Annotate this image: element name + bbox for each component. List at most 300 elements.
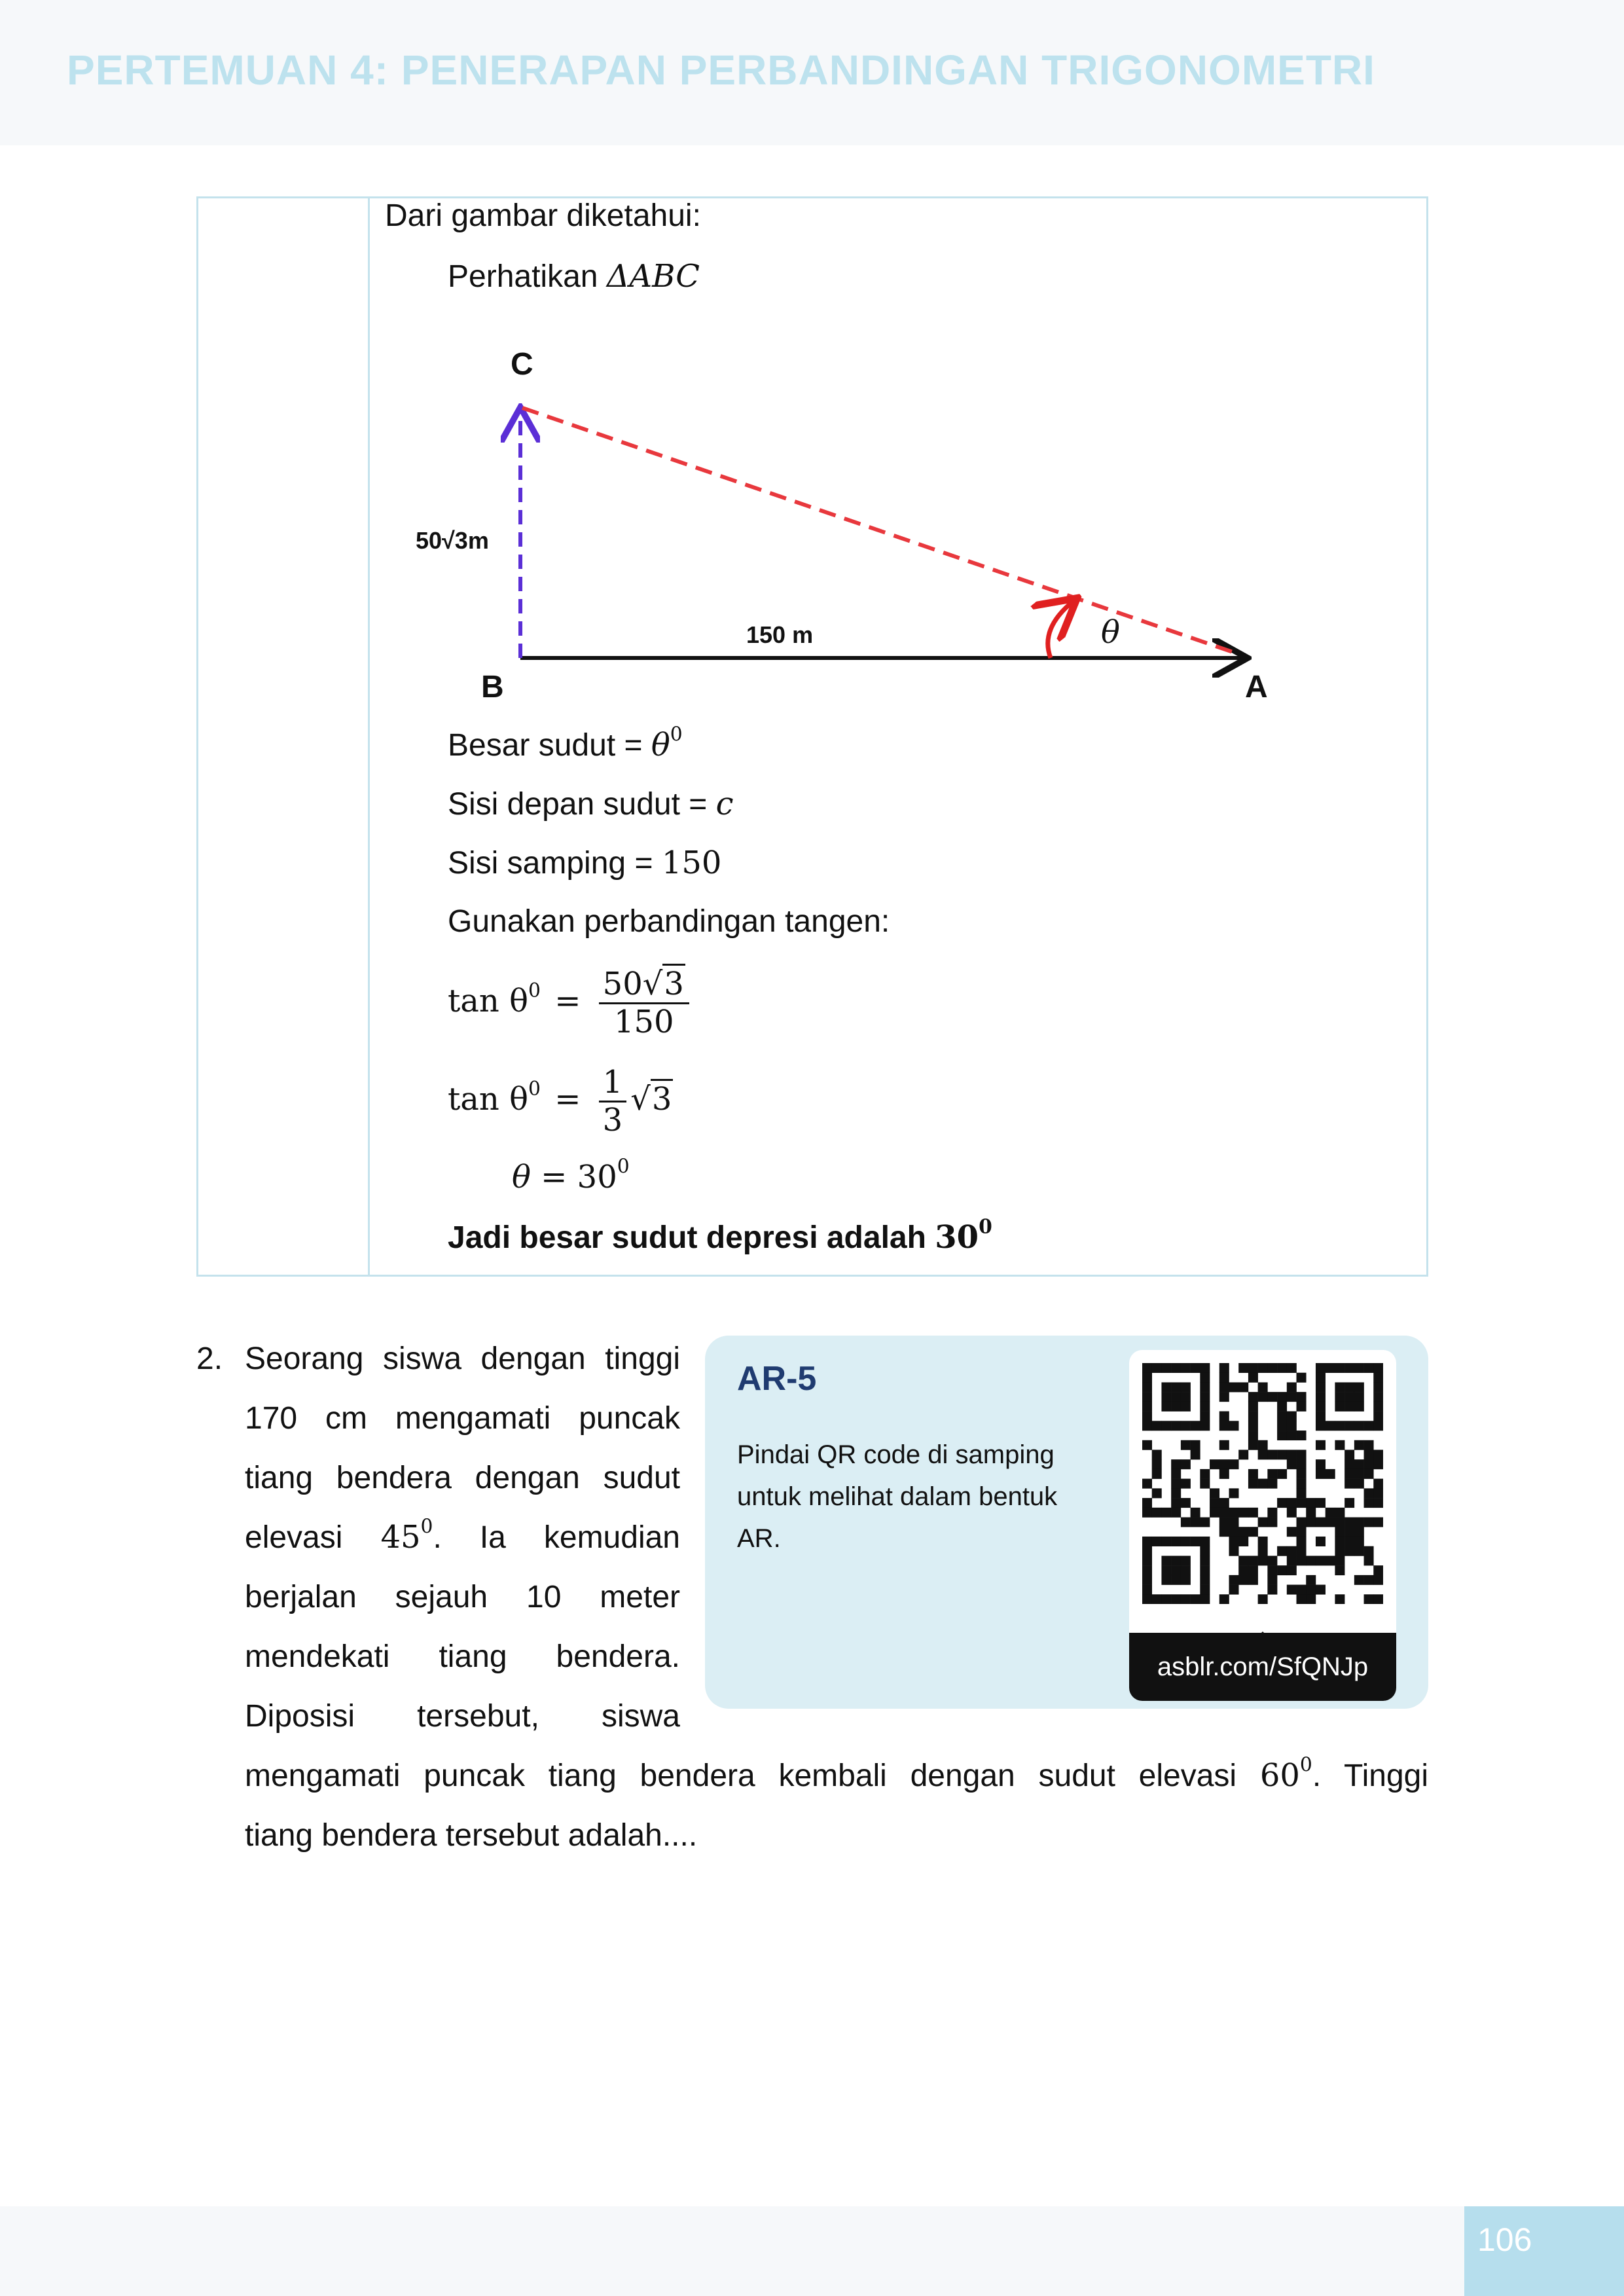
eq3-rhs: = 30	[541, 1159, 617, 1195]
qr-module	[1248, 1430, 1258, 1440]
question-line-8c: . Tinggi	[1312, 1758, 1428, 1793]
qr-module	[1200, 1479, 1210, 1489]
qr-module	[1229, 1546, 1238, 1556]
qr-module	[1248, 1363, 1258, 1373]
qr-module	[1238, 1527, 1248, 1537]
qr-module	[1297, 1585, 1307, 1595]
qr-module	[1316, 1498, 1326, 1508]
angle-60: 60	[1259, 1757, 1300, 1794]
qr-module	[1171, 1382, 1181, 1392]
qr-module	[1344, 1546, 1354, 1556]
qr-module	[1152, 1469, 1162, 1479]
qr-module	[1287, 1498, 1297, 1508]
qr-module	[1229, 1508, 1238, 1518]
qr-module	[1297, 1459, 1307, 1469]
qr-module	[1142, 1412, 1152, 1421]
qr-module	[1229, 1527, 1238, 1537]
qr-module	[1316, 1459, 1326, 1469]
angle-label: θ	[1101, 614, 1120, 651]
qr-module	[1364, 1556, 1374, 1565]
qr-module	[1364, 1575, 1374, 1585]
solution-number-column	[198, 198, 370, 1275]
page-header	[0, 0, 1624, 145]
qr-module	[1181, 1440, 1191, 1450]
qr-module	[1335, 1382, 1344, 1392]
qr-module	[1373, 1498, 1383, 1508]
qr-module	[1248, 1575, 1258, 1585]
solution-intro: Dari gambar diketahui:	[385, 198, 701, 233]
qr-module	[1316, 1363, 1326, 1373]
qr-module	[1142, 1382, 1152, 1392]
qr-module	[1364, 1469, 1374, 1479]
qr-module	[1364, 1421, 1374, 1430]
base-label: 150 m	[746, 621, 814, 648]
qr-module	[1373, 1449, 1383, 1459]
question-line-4a: elevasi	[245, 1520, 343, 1555]
qr-module	[1335, 1363, 1344, 1373]
qr-module	[1200, 1382, 1210, 1392]
qr-module	[1171, 1488, 1181, 1498]
qr-module	[1142, 1585, 1152, 1595]
qr-module	[1258, 1594, 1268, 1604]
qr-module	[1258, 1479, 1268, 1489]
qr-module	[1171, 1537, 1181, 1546]
qr-module	[1277, 1363, 1287, 1373]
qr-module	[1373, 1363, 1383, 1373]
qr-module	[1161, 1565, 1171, 1575]
qr-module	[1267, 1556, 1277, 1565]
triangle-name: ΔABC	[606, 258, 700, 295]
qr-module	[1171, 1469, 1181, 1479]
qr-module	[1316, 1556, 1326, 1565]
qr-module	[1344, 1498, 1354, 1508]
qr-module	[1219, 1469, 1229, 1479]
qr-module	[1200, 1585, 1210, 1595]
qr-module	[1287, 1412, 1297, 1421]
page-number: 106	[1464, 2206, 1624, 2296]
qr-module	[1248, 1412, 1258, 1421]
perhatikan-label: Perhatikan	[448, 259, 607, 294]
qr-module	[1142, 1479, 1152, 1489]
qr-module	[1161, 1392, 1171, 1402]
qr-module	[1200, 1469, 1210, 1479]
degree-sup: 0	[670, 723, 683, 746]
qr-module	[1258, 1518, 1268, 1527]
triangle-diagram	[393, 327, 1309, 720]
qr-module	[1171, 1479, 1181, 1489]
qr-module	[1191, 1594, 1200, 1604]
qr-module	[1316, 1412, 1326, 1421]
qr-module	[1200, 1556, 1210, 1565]
qr-module	[1364, 1546, 1374, 1556]
eq2-rad: 3	[651, 1079, 674, 1118]
gunakan-line: Gunakan perbandingan tangen:	[448, 904, 890, 939]
qr-module	[1181, 1594, 1191, 1604]
qr-module	[1297, 1537, 1307, 1546]
angle-45: 45	[380, 1519, 421, 1556]
qr-card[interactable]	[1129, 1350, 1396, 1701]
qr-module	[1373, 1565, 1383, 1575]
qr-module	[1219, 1508, 1229, 1518]
eq2-sup: 0	[528, 1077, 541, 1101]
qr-module	[1316, 1537, 1326, 1546]
qr-module	[1364, 1498, 1374, 1508]
qr-module	[1142, 1508, 1152, 1518]
qr-module	[1277, 1421, 1287, 1430]
qr-module	[1258, 1556, 1268, 1565]
qr-module	[1364, 1594, 1374, 1604]
qr-module	[1152, 1488, 1162, 1498]
qr-module	[1181, 1363, 1191, 1373]
qr-module	[1344, 1479, 1354, 1489]
eq3-sup: 0	[617, 1155, 630, 1178]
conclusion-text: Jadi besar sudut depresi adalah	[448, 1220, 935, 1255]
eq1-sup: 0	[528, 979, 541, 1002]
qr-module	[1210, 1488, 1219, 1498]
qr-module	[1181, 1537, 1191, 1546]
question-line-7: Diposisi tersebut, siswa	[245, 1699, 680, 1734]
qr-module	[1200, 1402, 1210, 1412]
qr-module	[1200, 1565, 1210, 1575]
qr-module	[1238, 1537, 1248, 1546]
qr-module	[1248, 1527, 1258, 1537]
qr-module	[1248, 1565, 1258, 1575]
qr-module	[1335, 1527, 1344, 1537]
qr-module	[1142, 1373, 1152, 1383]
qr-module	[1181, 1459, 1191, 1469]
qr-module	[1181, 1498, 1191, 1508]
qr-module	[1219, 1594, 1229, 1604]
qr-module	[1191, 1440, 1200, 1450]
question-line-2: 170 cm mengamati puncak	[245, 1401, 680, 1436]
qr-module	[1287, 1363, 1297, 1373]
qr-module	[1161, 1556, 1171, 1565]
qr-module	[1142, 1594, 1152, 1604]
qr-module	[1171, 1421, 1181, 1430]
qr-module	[1306, 1498, 1316, 1508]
qr-module	[1152, 1363, 1162, 1373]
qr-module	[1200, 1546, 1210, 1556]
qr-module	[1344, 1421, 1354, 1430]
qr-module	[1373, 1382, 1383, 1392]
qr-module	[1248, 1402, 1258, 1412]
qr-module	[1152, 1449, 1162, 1459]
qr-module	[1142, 1440, 1152, 1450]
qr-module	[1316, 1382, 1326, 1392]
qr-module	[1326, 1421, 1335, 1430]
question-line-1: Seorang siswa dengan tinggi	[245, 1341, 680, 1376]
eq2-den: 3	[602, 1102, 623, 1139]
qr-module	[1277, 1392, 1287, 1402]
qr-module	[1287, 1449, 1297, 1459]
qr-module	[1277, 1546, 1287, 1556]
qr-module	[1297, 1488, 1307, 1498]
qr-module	[1248, 1479, 1258, 1489]
qr-module	[1373, 1459, 1383, 1469]
qr-module	[1171, 1363, 1181, 1373]
qr-module	[1287, 1459, 1297, 1469]
qr-module	[1200, 1575, 1210, 1585]
qr-module	[1267, 1565, 1277, 1575]
qr-module	[1229, 1575, 1238, 1585]
qr-module	[1373, 1518, 1383, 1527]
qr-module	[1181, 1382, 1191, 1392]
qr-module	[1326, 1508, 1335, 1518]
question-line-8a: mengamati puncak tiang bendera kembali dengan sudut elevasi	[245, 1758, 1260, 1793]
qr-module	[1335, 1565, 1344, 1575]
qr-module	[1316, 1585, 1326, 1595]
qr-module	[1258, 1392, 1268, 1402]
equation-1: $\tan \theta^0$ = $\frac{50√3}{150}$	[448, 966, 693, 1040]
label-a: A	[1245, 670, 1268, 704]
qr-module	[1287, 1556, 1297, 1565]
sisi-depan-value: c	[715, 786, 734, 822]
label-c: C	[511, 347, 533, 382]
qr-module	[1335, 1421, 1344, 1430]
qr-module	[1344, 1402, 1354, 1412]
qr-module	[1219, 1518, 1229, 1527]
qr-module	[1142, 1537, 1152, 1546]
qr-module	[1248, 1508, 1258, 1518]
qr-module	[1373, 1421, 1383, 1430]
qr-module	[1161, 1421, 1171, 1430]
qr-module	[1326, 1469, 1335, 1479]
qr-module	[1354, 1479, 1364, 1489]
qr-module	[1219, 1440, 1229, 1450]
qr-module	[1238, 1363, 1248, 1373]
qr-module	[1267, 1575, 1277, 1585]
qr-module	[1152, 1421, 1162, 1430]
conclusion-value: 30	[935, 1219, 979, 1256]
qr-module	[1344, 1527, 1354, 1537]
qr-module	[1200, 1363, 1210, 1373]
qr-module	[1161, 1508, 1171, 1518]
qr-module	[1229, 1537, 1238, 1546]
qr-module	[1287, 1508, 1297, 1518]
qr-module	[1142, 1565, 1152, 1575]
qr-module	[1142, 1546, 1152, 1556]
qr-module	[1297, 1594, 1307, 1604]
qr-module	[1142, 1575, 1152, 1585]
qr-module	[1373, 1594, 1383, 1604]
qr-module	[1258, 1440, 1268, 1450]
qr-module	[1344, 1363, 1354, 1373]
qr-module	[1258, 1546, 1268, 1556]
angle-45-sup: 0	[420, 1515, 433, 1539]
qr-module	[1229, 1585, 1238, 1595]
qr-module	[1219, 1421, 1229, 1430]
qr-module	[1238, 1382, 1248, 1392]
qr-module	[1248, 1556, 1258, 1565]
qr-module	[1161, 1363, 1171, 1373]
conclusion-sup: 0	[979, 1215, 992, 1239]
qr-module	[1277, 1469, 1287, 1479]
qr-module	[1267, 1508, 1277, 1518]
qr-module	[1326, 1518, 1335, 1527]
qr-module	[1142, 1556, 1152, 1565]
eq1-lhs: tan θ	[448, 983, 528, 1020]
question-line-8	[245, 1746, 1428, 1806]
qr-module	[1277, 1565, 1287, 1575]
qr-module	[1287, 1430, 1297, 1440]
qr-module	[1258, 1449, 1268, 1459]
qr-module	[1181, 1575, 1191, 1585]
qr-module	[1354, 1421, 1364, 1430]
sisi-samping-value: 150	[661, 845, 722, 881]
qr-module	[1258, 1363, 1268, 1373]
besar-sudut-value: θ	[651, 727, 670, 763]
qr-module	[1335, 1402, 1344, 1412]
qr-module	[1229, 1459, 1238, 1469]
qr-code[interactable]	[1142, 1363, 1383, 1604]
hypotenuse-line-ca	[522, 408, 1240, 655]
qr-module	[1354, 1392, 1364, 1402]
qr-module	[1306, 1518, 1316, 1527]
qr-module	[1373, 1392, 1383, 1402]
qr-module	[1335, 1440, 1344, 1450]
sisi-depan-line	[448, 786, 734, 822]
qr-module	[1161, 1382, 1171, 1392]
height-label: 50√3m	[416, 527, 489, 554]
eq2-lhs: tan θ	[448, 1081, 528, 1118]
qr-module	[1316, 1440, 1326, 1450]
qr-module	[1200, 1373, 1210, 1383]
qr-module	[1248, 1440, 1258, 1450]
qr-module	[1171, 1575, 1181, 1585]
qr-module	[1210, 1459, 1219, 1469]
qr-module	[1326, 1363, 1335, 1373]
qr-module	[1316, 1518, 1326, 1527]
qr-module	[1248, 1469, 1258, 1479]
qr-module	[1219, 1498, 1229, 1508]
angle-60-sup: 0	[1299, 1753, 1312, 1777]
qr-module	[1171, 1565, 1181, 1575]
qr-module	[1335, 1594, 1344, 1604]
qr-module	[1238, 1575, 1248, 1585]
qr-module	[1171, 1392, 1181, 1402]
qr-module	[1335, 1392, 1344, 1402]
qr-module	[1297, 1556, 1307, 1565]
qr-module	[1142, 1421, 1152, 1430]
qr-module	[1238, 1556, 1248, 1565]
qr-module	[1277, 1498, 1287, 1508]
qr-module	[1152, 1459, 1162, 1469]
ar-description: Pindai QR code di samping untuk melihat dalam bentuk AR.	[737, 1440, 1058, 1553]
qr-module	[1287, 1527, 1297, 1537]
qr-module	[1142, 1402, 1152, 1412]
qr-module	[1267, 1392, 1277, 1402]
qr-module	[1344, 1382, 1354, 1392]
qr-module	[1287, 1565, 1297, 1575]
qr-module	[1229, 1488, 1238, 1498]
qr-module	[1200, 1392, 1210, 1402]
qr-module	[1210, 1508, 1219, 1518]
qr-module	[1373, 1402, 1383, 1412]
qr-module	[1277, 1430, 1287, 1440]
header-title: PERTEMUAN 4: PENERAPAN PERBANDINGAN TRIGONOMETRI	[67, 46, 1375, 94]
eq1-den: 150	[613, 1004, 674, 1041]
qr-module	[1364, 1518, 1374, 1527]
qr-module	[1354, 1527, 1364, 1537]
qr-module	[1326, 1556, 1335, 1565]
qr-module	[1344, 1459, 1354, 1469]
qr-module	[1267, 1449, 1277, 1459]
qr-module	[1335, 1537, 1344, 1546]
qr-module	[1306, 1508, 1316, 1518]
qr-module	[1316, 1392, 1326, 1402]
qr-module	[1248, 1373, 1258, 1383]
qr-module	[1297, 1518, 1307, 1527]
qr-module	[1152, 1537, 1162, 1546]
qr-module	[1297, 1402, 1307, 1412]
qr-module	[1238, 1449, 1248, 1459]
eq3-lhs: θ	[512, 1159, 531, 1195]
qr-module	[1258, 1382, 1268, 1392]
question-line-5: berjalan sejauh 10 meter	[245, 1580, 680, 1614]
qr-module	[1316, 1402, 1326, 1412]
qr-module	[1181, 1556, 1191, 1565]
qr-module	[1354, 1537, 1364, 1546]
angle-arc	[1048, 601, 1074, 658]
ar-link[interactable]: asblr.com/SfQNJp	[1129, 1633, 1396, 1701]
qr-module	[1344, 1537, 1354, 1546]
qr-module	[1200, 1594, 1210, 1604]
sisi-samping-line	[448, 845, 721, 881]
qr-module	[1344, 1518, 1354, 1527]
qr-module	[1200, 1537, 1210, 1546]
qr-module	[1181, 1565, 1191, 1575]
qr-module	[1171, 1594, 1181, 1604]
qr-module	[1171, 1498, 1181, 1508]
question-line-9: tiang bendera tersebut adalah....	[245, 1818, 698, 1853]
eq2-num: 1	[599, 1065, 627, 1102]
qr-module	[1287, 1421, 1297, 1430]
page-footer	[0, 2206, 1624, 2296]
qr-module	[1238, 1508, 1248, 1518]
qr-module	[1344, 1392, 1354, 1402]
eq1-num-coef: 50	[602, 966, 643, 1002]
question-line-4	[245, 1508, 680, 1567]
qr-module	[1258, 1537, 1268, 1546]
question-line-6: mendekati tiang bendera.	[245, 1639, 680, 1674]
question-line-3: tiang bendera dengan sudut	[245, 1461, 680, 1495]
qr-module	[1200, 1412, 1210, 1421]
qr-module	[1142, 1392, 1152, 1402]
qr-module	[1181, 1402, 1191, 1412]
qr-module	[1306, 1585, 1316, 1595]
qr-module	[1267, 1518, 1277, 1527]
qr-module	[1373, 1373, 1383, 1383]
qr-module	[1219, 1373, 1229, 1383]
qr-module	[1297, 1479, 1307, 1489]
qr-module	[1364, 1488, 1374, 1498]
qr-module	[1248, 1392, 1258, 1402]
qr-module	[1287, 1546, 1297, 1556]
qr-module	[1297, 1449, 1307, 1459]
qr-module	[1181, 1479, 1191, 1489]
qr-module	[1373, 1488, 1383, 1498]
qr-module	[1248, 1421, 1258, 1430]
qr-module	[1219, 1459, 1229, 1469]
qr-module	[1306, 1556, 1316, 1565]
qr-module	[1171, 1556, 1181, 1565]
qr-module	[1287, 1585, 1297, 1595]
qr-module	[1191, 1363, 1200, 1373]
qr-module	[1219, 1527, 1229, 1537]
qr-module	[1200, 1421, 1210, 1430]
qr-module	[1306, 1575, 1316, 1585]
qr-module	[1161, 1594, 1171, 1604]
